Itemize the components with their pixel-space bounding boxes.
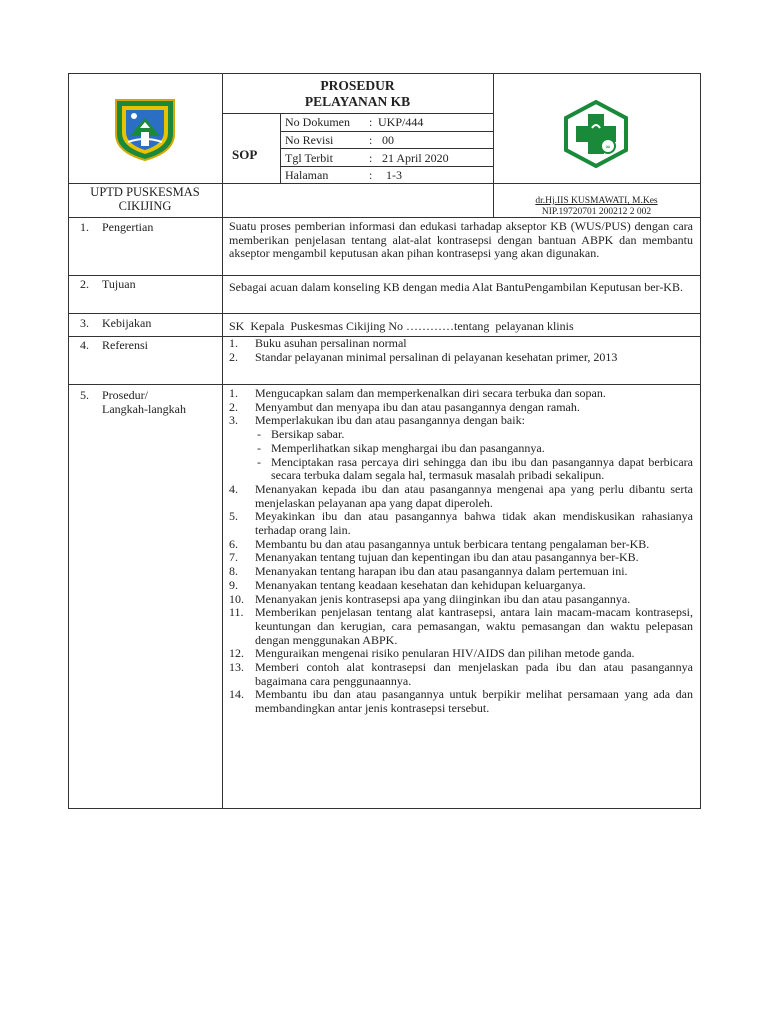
item-number: 13. <box>229 660 244 675</box>
section-number: 3. <box>80 316 89 330</box>
doc-field-label: Tgl Terbit <box>285 151 333 165</box>
item-text: Buku asuhan persalinan normal <box>255 336 407 350</box>
item-text: Menanyakan tentang tujuan dan kepentingan ibu dan atau pasangannya ber-KB. <box>255 550 639 565</box>
section-number: 1. <box>80 220 89 234</box>
section-number: 2. <box>80 277 89 291</box>
sub-list-item <box>229 428 693 442</box>
item-number: 2. <box>229 349 238 364</box>
item-number: 6. <box>229 536 238 551</box>
item-text: Memperlihatkan sikap menghargai ibu dan pasangannya. <box>271 440 545 455</box>
item-number: 9. <box>229 577 238 592</box>
signer-nip: NIP.19720701 200212 2 002 <box>541 207 652 217</box>
list-item <box>229 551 693 565</box>
list-item <box>229 593 693 607</box>
item-number: 1. <box>229 386 238 400</box>
sub-list-item <box>229 442 693 456</box>
signer-name: dr.Hj.IIS KUSMAWATI, M.Kes <box>535 196 658 206</box>
list-item <box>229 510 693 537</box>
section-label-langkah: Langkah-langkah <box>102 402 186 416</box>
section-label-kebijakan: Kebijakan <box>102 316 152 330</box>
doc-field-sep: : <box>369 133 373 147</box>
item-text: Meyakinkan ibu dan atau pasangannya bahwa tidak akan mendiskusikan rahasianya terhadap orang lain. <box>255 509 693 538</box>
item-text: Memberikan penjelasan tentang alat kantrasepsi, antara lain macam-macam kontrasepsi, keuntungan dan kerugian, cara pemasangan, waktu pemasangan dan waktu pelepasan dengan menggunakan ABPK. <box>255 605 693 647</box>
doc-title-line1: PROSEDUR <box>320 78 395 93</box>
item-text: Mengucapkan salam dan memperkenalkan diri secara terbuka dan sopan. <box>255 386 606 400</box>
list-item <box>229 661 693 688</box>
section-number: 5. <box>80 388 89 402</box>
item-number: 12. <box>229 646 244 661</box>
list-item <box>229 688 693 715</box>
doc-field-value: 21 April 2020 <box>382 151 449 165</box>
list-item <box>229 483 693 510</box>
puskesmas-logo <box>562 100 630 168</box>
prosedur-list <box>229 387 693 716</box>
section-label-referensi: Referensi <box>102 338 148 352</box>
list-item <box>229 538 693 552</box>
item-text: Menguraikan mengenai risiko penularan HIV/AIDS dan pilihan metode ganda. <box>255 646 635 661</box>
item-text: Menyambut dan menyapa ibu dan atau pasangannya dengan ramah. <box>255 399 580 414</box>
doc-field-sep: : <box>369 115 373 129</box>
item-number: 10. <box>229 591 244 606</box>
list-item <box>229 647 693 661</box>
list-item <box>229 351 693 365</box>
item-text: Memberi contoh alat kontrasepsi dan menjelaskan pada ibu dan atau pasangannya bagaimana cara penggunaannya. <box>255 660 693 688</box>
doc-title-line2: PELAYANAN KB <box>304 94 411 109</box>
item-text: Membantu bu dan atau pasangannya untuk berbicara tentang pengalaman ber-KB. <box>255 536 650 551</box>
item-number: 3. <box>229 413 238 428</box>
item-dash: - <box>257 454 261 469</box>
list-item <box>229 387 693 401</box>
doc-field-label: Halaman <box>285 168 329 182</box>
section-label-pengertian: Pengertian <box>102 220 154 234</box>
item-number: 14. <box>229 687 244 702</box>
item-number: 4. <box>229 481 238 496</box>
item-number: 11. <box>229 605 244 620</box>
doc-field-label: No Revisi <box>285 133 334 147</box>
doc-field-value: UKP/444 <box>378 115 424 129</box>
item-text: Standar pelayanan minimal persalinan di pelayanan kesehatan primer, 2013 <box>255 349 618 364</box>
list-item <box>229 565 693 579</box>
item-text: Menanyakan tentang keadaan kesehatan dan kehidupan keluarganya. <box>255 577 586 592</box>
item-text: Menciptakan rasa percaya diri sehingga dan ibu ibu dan pasangannya dapat berbicara secara terbuka dalam segala hal, termasuk masalah pribadi sekalipun. <box>271 454 693 483</box>
item-number: 1. <box>229 336 238 350</box>
list-item <box>229 579 693 593</box>
section-label-prosedur: Prosedur/ <box>102 388 148 402</box>
list-item <box>229 337 693 351</box>
doc-field-value: 1-3 <box>386 168 402 182</box>
item-dash: - <box>257 440 261 455</box>
item-text: Menanyakan kepada ibu dan atau pasangannya mengenai apa yang perlu dibantu serta menjelaskan pelayanan apa yang dapat diperoleh. <box>255 481 693 510</box>
referensi-list <box>229 337 693 364</box>
kebijakan-text: SK Kepala Puskesmas Cikijing No …………tentang pelayanan klinis <box>229 319 574 333</box>
sop-label: SOP <box>232 147 258 162</box>
item-number: 5. <box>229 509 238 524</box>
org-name-line2: CIKIJING <box>118 199 172 213</box>
svg-text:∞: ∞ <box>605 143 611 151</box>
sub-list-item <box>229 456 693 483</box>
item-text: Bersikap sabar. <box>271 427 345 442</box>
doc-field-value: 00 <box>382 133 394 147</box>
item-text: Menanyakan tentang harapan ibu dan atau pasangannya dalam pertemuan ini. <box>255 564 628 579</box>
item-number: 7. <box>229 550 238 565</box>
list-item <box>229 606 693 647</box>
item-dash: - <box>257 427 261 442</box>
doc-field-label: No Dokumen <box>285 115 350 129</box>
pengertian-text: Suatu proses pemberian informasi dan edukasi tarhadap akseptor KB (WUS/PUS) dengan cara memberikan penjelasan tentang alat-alat kontrasepsi dengan bantuan ABPK dan membantu akseptor mengambil keputusan akan pihan kontrasepsi yang akan digunakan. <box>229 219 693 261</box>
doc-field-sep: : <box>369 168 373 182</box>
list-item <box>229 414 693 428</box>
item-number: 2. <box>229 399 238 414</box>
doc-field-sep: : <box>369 151 373 165</box>
item-text: Membantu ibu dan atau pasangannya untuk berpikir melihat persamaan yang ada dan membandingkan antar jenis kontrasepsi tersebut. <box>255 687 693 716</box>
section-number: 4. <box>80 338 89 352</box>
tujuan-text: Sebagai acuan dalam konseling KB dengan media Alat BantuPengambilan Keputusan ber-KB. <box>229 280 683 294</box>
list-item <box>229 401 693 415</box>
section-label-tujuan: Tujuan <box>102 277 136 291</box>
item-text: Menanyakan jenis kontrasepsi apa yang diinginkan ibu dan atau pasangannya. <box>255 591 631 606</box>
org-name-line1: UPTD PUSKESMAS <box>90 185 200 199</box>
regency-logo <box>108 96 182 162</box>
item-text: Memperlakukan ibu dan atau pasangannya dengan baik: <box>255 413 525 428</box>
item-number: 8. <box>229 564 238 579</box>
